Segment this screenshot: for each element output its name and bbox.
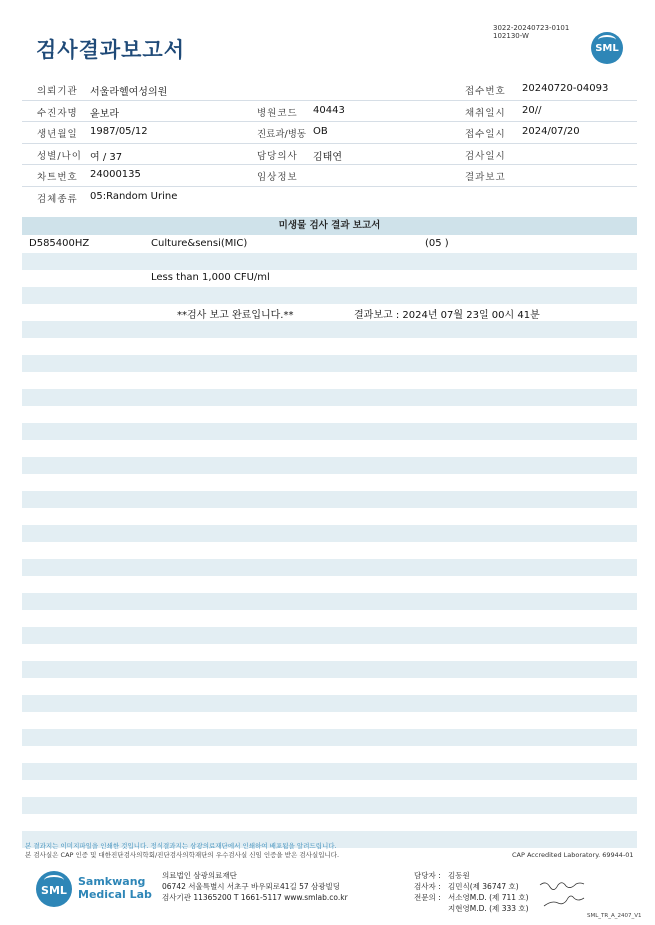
staff-row: [414, 881, 529, 892]
staff-row: [414, 903, 529, 914]
signatures: [538, 880, 588, 910]
footer-notes: [25, 842, 339, 860]
info-value: 24000135: [90, 169, 141, 180]
info-row: [22, 187, 637, 208]
report-row-band: [22, 627, 637, 644]
info-row: [22, 165, 637, 187]
report-row-band: [22, 457, 637, 474]
test-name: Culture&sensi(MIC): [151, 238, 248, 249]
info-value: 05:Random Urine: [90, 190, 178, 202]
info-value: 20//: [522, 104, 542, 116]
patient-info-table: [22, 79, 637, 207]
staff-role: 담당자 :: [414, 871, 441, 880]
staff-name: 김민식(제 36747 호): [448, 882, 519, 891]
report-row-band: [22, 729, 637, 746]
report-row-band: [22, 355, 637, 372]
staff-list: [414, 870, 529, 914]
info-label: 차트번호: [37, 172, 78, 183]
logo-arc-icon: [598, 35, 616, 45]
test-code: D585400HZ: [29, 238, 90, 249]
sml-footer-logo-text: SML: [41, 884, 67, 897]
note-line-1: 본 결과지는 이미지파일을 인쇄한 것입니다. 정식결과지는 삼광의료재단에서 인쇄하여 배포됨을 알려드립니다.: [25, 842, 337, 850]
report-row-band: [22, 695, 637, 712]
logo-arc-icon: [44, 875, 64, 886]
report-time: 결과보고 : 2024년 07월 23일 00시 41분: [354, 310, 540, 321]
test-number: (05 ): [425, 238, 449, 249]
info-row: [22, 101, 637, 123]
signature-2: [544, 896, 584, 906]
report-complete-message: **검사 보고 완료입니다.**: [177, 310, 294, 321]
report-row-band: [22, 525, 637, 542]
staff-name: 지현영M.D. (제 333 호): [448, 904, 529, 913]
sml-footer-logo-icon: [36, 871, 72, 907]
info-label: 담당의사: [257, 150, 298, 162]
info-label: 의뢰기관: [37, 86, 78, 97]
info-label: 검체종류: [37, 193, 78, 205]
samkwang-name: [78, 875, 152, 901]
report-row-band: [22, 763, 637, 780]
note-line-2: 본 검사실은 CAP 인증 및 대한진단검사의학회/진단검사의학재단의 우수검사실 신임 인증을 받은 검사실입니다.: [25, 851, 340, 859]
info-label: 성별/나이: [37, 150, 82, 162]
staff-role: 전문의 :: [414, 893, 441, 902]
report-row-band: [22, 321, 637, 338]
address-line-1: 의료법인 삼광의료재단: [162, 871, 237, 880]
info-label: 진료과/병동: [257, 129, 307, 140]
info-value: 40443: [313, 104, 345, 116]
info-value: 2024/07/20: [522, 126, 580, 137]
staff-name: 김동원: [448, 871, 470, 880]
report-row-band: [22, 253, 637, 270]
document-code: [493, 24, 569, 40]
report-row-band: [22, 287, 637, 304]
footer-address: [162, 870, 348, 903]
info-value: 1987/05/12: [90, 126, 148, 137]
document-code-line1: 3022-20240723-0101: [493, 24, 570, 32]
page-title: 검사결과보고서: [36, 38, 186, 62]
staff-role: 검사자 :: [414, 882, 441, 891]
info-label: 검사일시: [465, 150, 506, 162]
staff-row: [414, 892, 529, 903]
report-row-band: [22, 423, 637, 440]
info-value: 서울라헬여성의원: [90, 87, 168, 98]
info-label: 채취일시: [465, 107, 506, 119]
report-row-band: [22, 389, 637, 406]
form-version: SML_TR_A_2407_V1: [587, 913, 642, 919]
cap-accreditation: CAP Accredited Laboratory. 69944-01: [512, 851, 634, 859]
report-row-band: [22, 559, 637, 576]
info-label: 접수번호: [465, 86, 506, 97]
info-label: 접수일시: [465, 129, 506, 140]
address-line-3: 검사기관 11365200 T 1661-5117 www.smlab.co.kr: [162, 893, 348, 902]
report-row-band: [22, 661, 637, 678]
info-value: 20240720-04093: [522, 83, 609, 94]
info-label: 결과보고: [465, 172, 506, 183]
staff-name: 서소영M.D. (제 711 호): [448, 893, 529, 902]
signature-1: [540, 883, 584, 890]
report-header: 미생물 검사 결과 보고서: [22, 217, 637, 235]
info-value: 김태연: [313, 151, 342, 163]
micro-report: [22, 217, 637, 321]
samkwang-name-line1: Samkwang: [78, 875, 146, 888]
report-row-band: [22, 797, 637, 814]
info-value: OB: [313, 126, 328, 137]
sml-logo: [591, 32, 623, 64]
samkwang-name-line2: Medical Lab: [78, 888, 152, 901]
report-row-band: [22, 593, 637, 610]
info-value: 여 / 37: [90, 151, 123, 163]
test-result: Less than 1,000 CFU/ml: [151, 272, 270, 283]
info-value: 윤보라: [90, 108, 119, 120]
staff-row: [414, 870, 529, 881]
info-label: 임상정보: [257, 172, 298, 183]
report-row-band: [22, 491, 637, 508]
document-code-line2: 102130-W: [493, 32, 529, 40]
info-row: [22, 122, 637, 144]
sml-logo-text: SML: [595, 43, 619, 54]
info-label: 병원코드: [257, 107, 298, 119]
info-row: [22, 144, 637, 166]
info-label: 수진자명: [37, 107, 78, 119]
info-label: 생년월일: [37, 129, 78, 140]
info-row: [22, 79, 637, 101]
address-line-2: 06742 서울특별시 서초구 바우뫼로41길 57 삼광빌딩: [162, 882, 341, 891]
